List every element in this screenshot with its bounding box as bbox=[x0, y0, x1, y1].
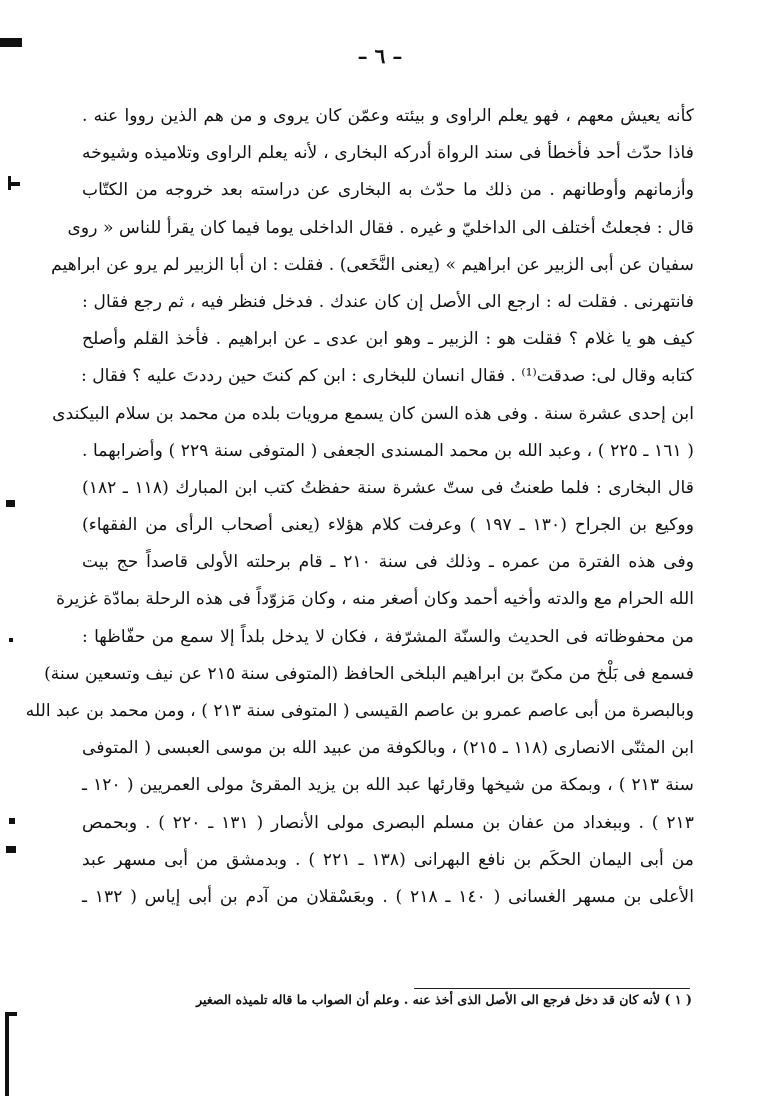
text-line: الله الحرام مع والدته وأخيه أحمد وكان أصغر منه ، وكان مَزوّداً فى هذه الرحلة بمادّة غزيرة bbox=[56, 589, 694, 610]
text-line: وأزمانهم وأوطانهم . من ذلك ما حدّث به البخارى عن دراسته بعد خروجه من الكتّاب bbox=[82, 180, 694, 201]
scan-mark bbox=[5, 1012, 17, 1016]
scan-mark bbox=[6, 846, 16, 853]
footnote: ( ١ ) لأنه كان قد دخل فرجع الى الأصل الذى أخذ عنه . وعلم أن الصواب ما قاله تلميذه الصغير bbox=[196, 992, 692, 1007]
text-line: قال : فجعلتُ أختلف الى الداخليّ و غيره . فقال الداخلى يوما فيما كان يقرأ للناس « روى bbox=[67, 217, 694, 238]
text-line: فانتهرنى . فقلت له : ارجع الى الأصل إن كان عندك . فدخل فنظر فيه ، ثم رجع فقال : bbox=[82, 291, 694, 312]
footnote-rule bbox=[414, 988, 690, 989]
text-line: الأعلى بن مسهر الغسانى ( ١٤٠ ـ ٢١٨ ) . وبعَسْقلان من آدم بن أبى إياس ( ١٣٢ ـ bbox=[82, 886, 694, 907]
scan-mark bbox=[0, 38, 22, 47]
text-line: ابن المثنّى الانصارى (١١٨ ـ ٢١٥) ، وبالكوفة من عبيد الله بن موسى العبسى ( المتوفى bbox=[82, 738, 694, 759]
text-line: وبالبصرة من أبى عاصم عمرو بن عاصم القيسى ( المتوفى سنة ٢١٣ ) ، ومن محمد بن عبد الله bbox=[25, 701, 694, 721]
text-line: ووكيع بن الجراح (١٣٠ ـ ١٩٧ ) وعرفت كلام هؤلاء (يعنى أصحاب الرأى من الفقهاء) bbox=[82, 515, 695, 536]
scan-mark bbox=[5, 1012, 9, 1096]
text-line: سنة ٢١٣ ) ، وبمكة من شيخها وقارئها عبد الله بن يزيد المقرئ مولى العمريين ( ١٢٠ ـ bbox=[82, 775, 694, 796]
text-line: من أبى اليمان الحكَم بن نافع البهرانى (١٣٨ ـ ٢٢١ ) . وبدمشق من أبى مسهر عبد bbox=[82, 849, 694, 870]
text-line: كتابه وقال لى: صدقت⁽¹⁾ . فقال انسان للبخارى : ابن كم كنتَ حين رددتَ عليه ؟ فقال : bbox=[80, 366, 694, 387]
text-line: من محفوظاته فى الحديث والسنّة المشرّفة ، فكان لا يدخل بلداً إلا سمع من حفّاظها : bbox=[82, 626, 694, 647]
scan-mark bbox=[6, 500, 15, 507]
text-line: ( ١٦١ ـ ٢٢٥ ) ، وعبد الله بن محمد المسندى الجعفى ( المتوفى سنة ٢٢٩ ) وأضرابهما . bbox=[82, 440, 695, 461]
scan-mark bbox=[9, 638, 13, 642]
text-line: سفيان عن أبى الزبير عن ابراهيم » (يعنى النَّخَعى) . فقلت : ان أبا الزبير لم يرو عن ابراهيم bbox=[51, 254, 694, 275]
text-line: قال البخارى : فلما طعنتُ فى ستّ عشرة سنة حفظتُ كتب ابن المبارك (١١٨ ـ ١٨٢) bbox=[82, 477, 694, 498]
text-line: كيف هو يا غلام ؟ فقلت هو : الزبير ـ وهو ابن عدى ـ عن ابراهيم . فأخذ القلم وأصلح bbox=[82, 329, 694, 350]
text-line: فاذا حدّث أحد فأخطأ فى سند الرواة أدركه البخارى ، لأنه يعلم الراوى وتلاميذه وشيوخه bbox=[82, 143, 694, 164]
text-line: فسمع فى بَلْخ من مكىّ بن ابراهيم البلخى الحافظ (المتوفى سنة ٢١٥ عن نيف وتسعين سنة) bbox=[44, 663, 694, 684]
text-line: ٢١٣ ) . وببغداد من عفان بن مسلم البصرى مولى الأنصار ( ١٣١ ـ ٢٢٠ ) . وبحمص bbox=[82, 812, 695, 833]
text-line: وفى هذه الفترة من عمره ـ وذلك فى سنة ٢١٠ ـ قام برحلته الأولى قاصداً حج بيت bbox=[82, 552, 694, 573]
text-line: كأنه يعيش معهم ، فهو يعلم الراوى و بيئته وعمّن كان يروى و من هم الذين رووا عنه . bbox=[82, 106, 694, 126]
text-line: ابن إحدى عشرة سنة . وفى هذه السن كان يسمع مرويات بلده من محمد بن سلام البيكندى bbox=[52, 403, 694, 424]
scan-mark bbox=[8, 176, 11, 190]
scan-mark bbox=[9, 818, 15, 824]
page-number: – ٦ – bbox=[357, 44, 403, 68]
body-text bbox=[25, 98, 695, 916]
